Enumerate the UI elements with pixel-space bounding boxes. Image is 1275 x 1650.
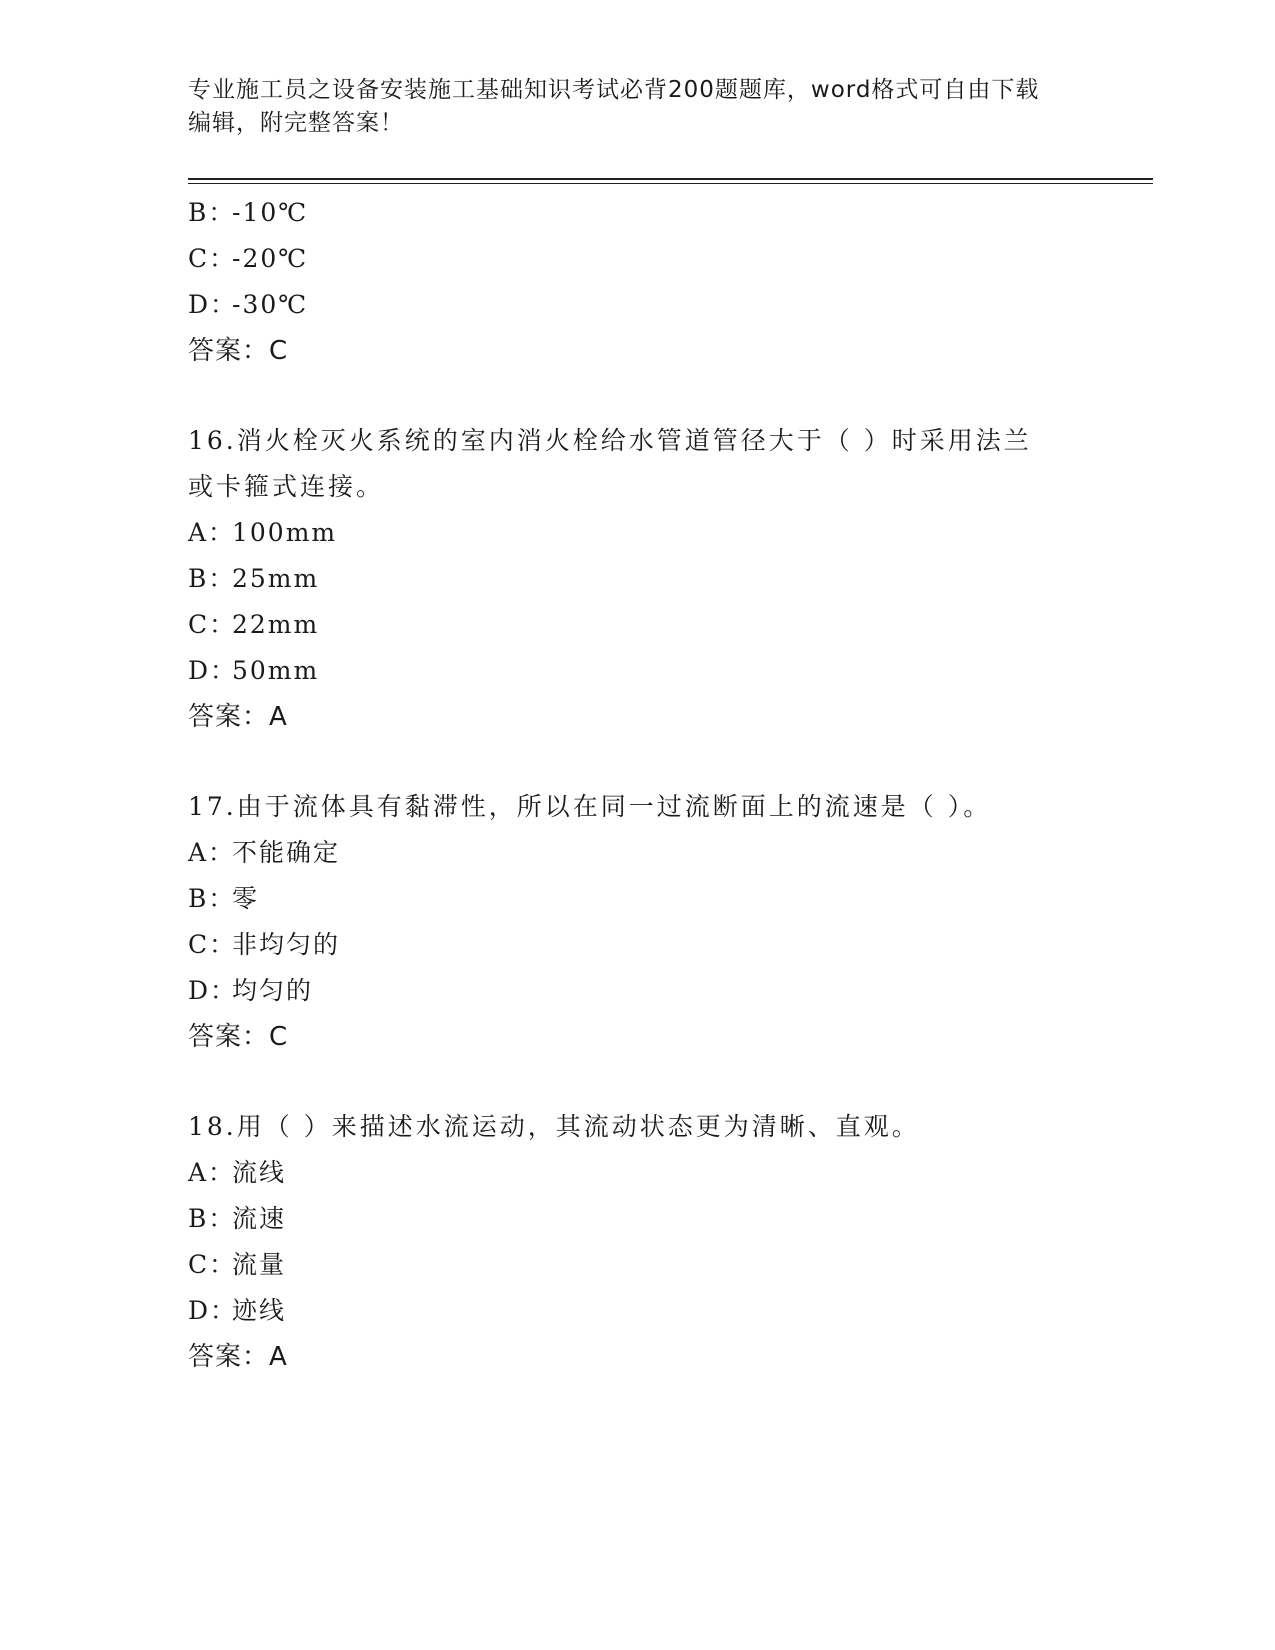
answer-line: 答案：A (188, 1342, 288, 1372)
option-text: 不能确定 (232, 838, 341, 867)
option-key: A： (188, 838, 236, 867)
document-body (188, 190, 1088, 1380)
option-b (188, 1196, 1088, 1242)
option-a (188, 1150, 1088, 1196)
question-18 (188, 1104, 1088, 1380)
option-text: 迹线 (232, 1296, 287, 1325)
question-text-line-1: 17.由于流体具有黏滞性，所以在同一过流断面上的流速是（ ）。 (188, 792, 992, 821)
option-key: A： (188, 1158, 236, 1187)
option-text: 流量 (232, 1250, 287, 1279)
option-key: B： (188, 564, 236, 593)
option-d (188, 648, 1088, 694)
option-key: D： (188, 290, 238, 319)
option-b (188, 190, 1088, 236)
option-c (188, 602, 1088, 648)
option-key: B： (188, 198, 236, 227)
option-c (188, 922, 1088, 968)
option-text: -20℃ (232, 244, 309, 273)
header-rule-thin (188, 183, 1153, 184)
header-rule-thick (188, 178, 1153, 180)
question-text-line-2: 或卡箍式连接。 (188, 472, 385, 501)
option-key: D： (188, 1296, 238, 1325)
option-text: 流线 (232, 1158, 287, 1187)
option-text: 22mm (232, 610, 320, 639)
option-d (188, 1288, 1088, 1334)
option-c (188, 1242, 1088, 1288)
option-key: C： (188, 1250, 237, 1279)
option-key: B： (188, 884, 236, 913)
header-title-line-1: 专业施工员之设备安装施工基础知识考试必背200题题库，word格式可自由下载 (188, 77, 1040, 103)
option-b (188, 556, 1088, 602)
option-key: A： (188, 518, 236, 547)
option-text: 100mm (232, 518, 338, 547)
question-16 (188, 418, 1088, 740)
question-text-line-1: 16.消火栓灭火系统的室内消火栓给水管道管径大于（ ）时采用法兰 (188, 426, 1032, 455)
option-key: B： (188, 1204, 236, 1233)
question-17 (188, 784, 1088, 1060)
document-header (188, 74, 1088, 140)
option-text: 零 (232, 884, 260, 913)
header-title-line-2: 编辑，附完整答案！ (188, 110, 404, 136)
option-key: D： (188, 976, 238, 1005)
option-key: C： (188, 930, 237, 959)
option-text: 均匀的 (232, 976, 314, 1005)
answer-line: 答案：C (188, 336, 289, 366)
option-d (188, 282, 1088, 328)
option-c (188, 236, 1088, 282)
option-a (188, 510, 1088, 556)
option-key: C： (188, 244, 237, 273)
option-text: 非均匀的 (232, 930, 341, 959)
answer-line: 答案：A (188, 702, 288, 732)
option-key: D： (188, 656, 238, 685)
answer-line: 答案：C (188, 1022, 289, 1052)
option-key: C： (188, 610, 237, 639)
option-text: 50mm (232, 656, 320, 685)
option-text: 25mm (232, 564, 320, 593)
option-b (188, 876, 1088, 922)
option-text: 流速 (232, 1204, 287, 1233)
question-text-line-1: 18.用（ ）来描述水流运动，其流动状态更为清晰、直观。 (188, 1112, 920, 1141)
option-text: -30℃ (232, 290, 309, 319)
option-text: -10℃ (232, 198, 309, 227)
option-d (188, 968, 1088, 1014)
option-a (188, 830, 1088, 876)
prev-question-block (188, 190, 1088, 374)
